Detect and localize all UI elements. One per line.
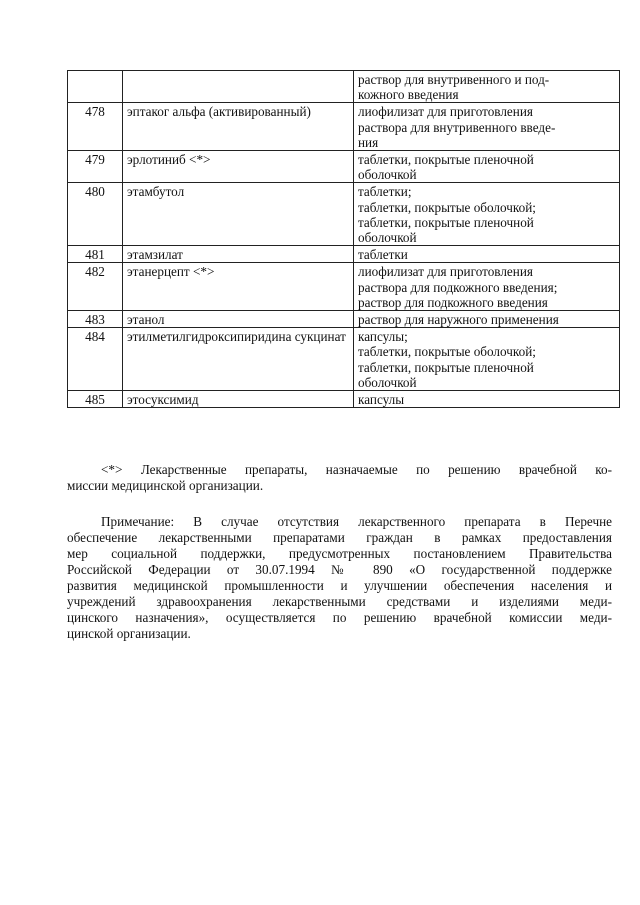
dosage-form-cell [354,328,620,391]
dosage-form-line: кожного введения [358,87,459,103]
dosage-form-line: оболочкой [358,167,417,183]
drug-name-cell: этосуксимид [123,391,354,408]
dosage-form-line: таблетки, покрытые оболочкой; [358,344,536,360]
drug-name-cell: эптаког альфа (активированный) [123,103,354,151]
note-line: Российской Федерации от 30.07.1994 № 890 «О государственной поддержке [67,562,612,577]
dosage-form-cell [354,246,620,263]
dosage-form-cell [354,151,620,183]
dosage-form-line: раствор для подкожного введения [358,294,548,310]
table-row [68,103,620,151]
footnote-line: миссии медицинской организации. [67,478,264,493]
drug-number-cell: 484 [68,328,123,391]
note-line: учреждений здравоохранения лекарственными средствами и изделиями меди- [67,594,612,609]
drug-name-cell: этанол [123,311,354,328]
drug-number-cell: 479 [68,151,123,183]
dosage-form-line: лиофилизат для приготовления [358,264,533,280]
table-row [68,311,620,328]
note-paragraph [67,514,612,642]
drug-number-cell: 480 [68,183,123,246]
drug-name-cell [123,71,354,103]
drug-name-cell: этилметилгидроксипиридина сукцинат [123,328,354,391]
note-line: цинского назначения», осуществляется по решению врачебной комиссии меди- [67,610,612,625]
note-line: развития медицинской промышленности и улучшении обеспечения населения и [67,578,612,593]
dosage-form-line: капсулы [358,392,405,408]
dosage-form-line: таблетки, покрытые пленочной [358,359,534,375]
drug-name-cell: этанерцепт <*> [123,263,354,311]
dosage-form-line: раствора для подкожного введения; [358,279,558,295]
table-row [68,183,620,246]
drug-number-cell: 478 [68,103,123,151]
dosage-form-line: раствор для внутривенного и под- [358,72,550,87]
dosage-form-line: таблетки, покрытые пленочной [358,152,534,168]
drug-name-cell: этамзилат [123,246,354,263]
table-row [68,391,620,408]
dosage-form-line: таблетки, покрытые оболочкой; [358,199,536,215]
note-line: Примечание: В случае отсутствия лекарственного препарата в Перечне [101,514,612,529]
dosage-form-cell [354,263,620,311]
dosage-form-cell [354,71,620,103]
drug-list-table-body [68,71,620,408]
drug-number-cell: 481 [68,246,123,263]
note-line: цинской организации. [67,626,191,641]
note-line: обеспечение лекарственными препаратами граждан в рамках предоставления [67,530,612,545]
table-row [68,151,620,183]
note-line: мер социальной поддержки, предусмотренных постановлением Правительства [67,546,612,561]
table-row [68,328,620,391]
drug-name-cell: этамбутол [123,183,354,246]
dosage-form-line: таблетки [358,247,408,263]
dosage-form-line: таблетки, покрытые пленочной [358,214,534,230]
dosage-form-line: таблетки; [358,184,412,200]
dosage-form-line: раствора для внутривенного введе- [358,119,556,135]
dosage-form-line: раствор для наружного применения [358,312,559,328]
dosage-form-line: оболочкой [358,230,417,246]
drug-list-table [67,70,620,408]
dosage-form-cell [354,103,620,151]
footnote-line: <*> Лекарственные препараты, назначаемые по решению врачебной ко- [101,462,612,477]
drug-number-cell [68,71,123,103]
table-row [68,246,620,263]
dosage-form-cell [354,311,620,328]
dosage-form-cell [354,183,620,246]
table-row [68,71,620,103]
table-row [68,263,620,311]
footnote [67,462,612,494]
dosage-form-line: оболочкой [358,374,417,390]
dosage-form-line: лиофилизат для приготовления [358,104,533,120]
dosage-form-line: капсулы; [358,329,408,345]
drug-number-cell: 485 [68,391,123,408]
dosage-form-line: ния [358,134,379,150]
dosage-form-cell [354,391,620,408]
drug-name-cell: эрлотиниб <*> [123,151,354,183]
drug-number-cell: 483 [68,311,123,328]
drug-number-cell: 482 [68,263,123,311]
